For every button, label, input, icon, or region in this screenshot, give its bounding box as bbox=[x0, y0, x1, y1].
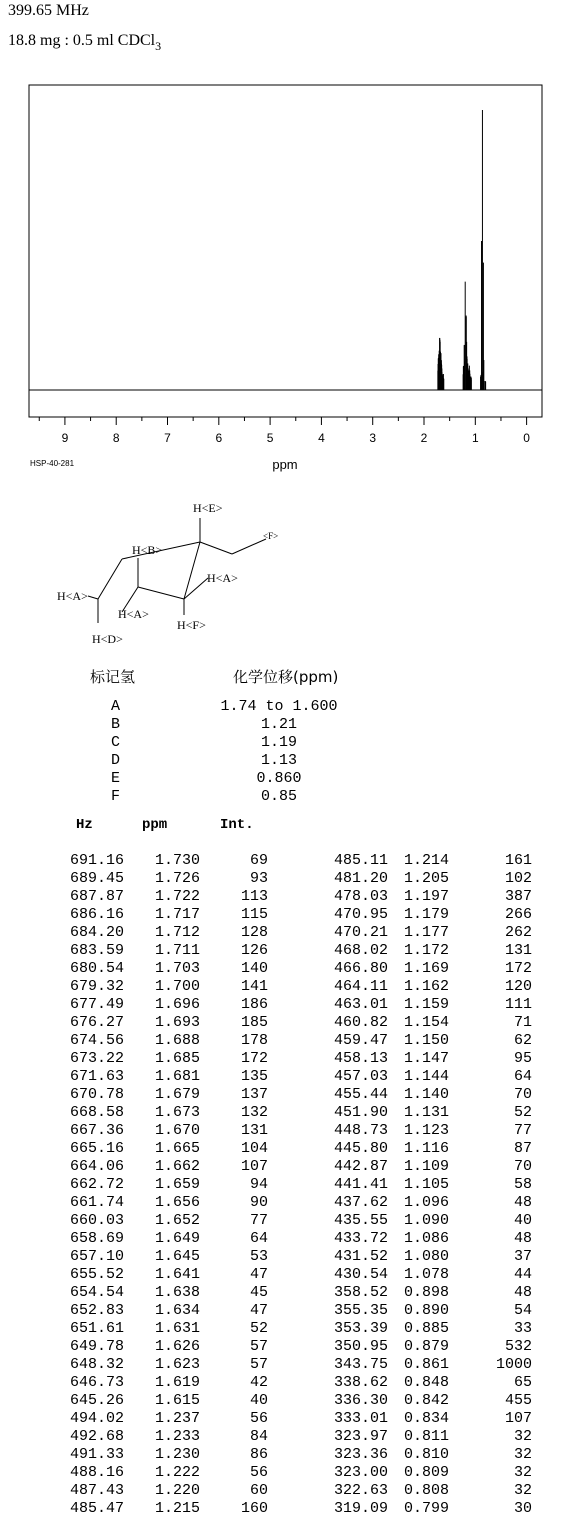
peak-cell: 463.01 bbox=[333, 996, 388, 1013]
peak-cell: 57 bbox=[249, 1356, 268, 1373]
peak-cell: 1.688 bbox=[154, 1032, 200, 1049]
peak-cell: 435.55 bbox=[333, 1212, 388, 1229]
peak-cell: 0.834 bbox=[403, 1410, 449, 1427]
label-h-b: H<B> bbox=[132, 543, 163, 557]
peak-cell: 56 bbox=[249, 1464, 268, 1481]
peak-cell: 683.59 bbox=[70, 942, 125, 959]
peak-cell: 1.116 bbox=[403, 1140, 449, 1157]
peak-cell: 185 bbox=[240, 1014, 268, 1031]
peak-cell: 460.82 bbox=[333, 1014, 388, 1031]
peak-cell: 1000 bbox=[495, 1356, 532, 1373]
peak-cell: 485.11 bbox=[333, 852, 388, 869]
peak-cell: 0.885 bbox=[403, 1320, 449, 1337]
peak-cell: 660.03 bbox=[70, 1212, 125, 1229]
peak-cell: 1.659 bbox=[154, 1176, 200, 1193]
peak-cell: 670.78 bbox=[70, 1086, 125, 1103]
peak-cell: 0.809 bbox=[403, 1464, 449, 1481]
peak-cell: 30 bbox=[513, 1500, 532, 1517]
peak-cell: 87 bbox=[513, 1140, 532, 1157]
peak-cell: 1.717 bbox=[154, 906, 200, 923]
peak-cell: 1.641 bbox=[154, 1266, 200, 1283]
peak-cell: 56 bbox=[249, 1410, 268, 1427]
peak-cell: 1.649 bbox=[154, 1230, 200, 1247]
peak-cell: 32 bbox=[513, 1446, 532, 1463]
peak-cell: 1.681 bbox=[154, 1068, 200, 1085]
peak-cell: 65 bbox=[513, 1374, 532, 1391]
peak-cell: 437.62 bbox=[333, 1194, 388, 1211]
peak-cell: 323.36 bbox=[333, 1446, 388, 1463]
peak-cell: 44 bbox=[513, 1266, 532, 1283]
peak-cell: 652.83 bbox=[70, 1302, 125, 1319]
peak-cell: 1.665 bbox=[154, 1140, 200, 1157]
peak-cell: 338.62 bbox=[333, 1374, 388, 1391]
peak-cell: 485.47 bbox=[70, 1500, 125, 1517]
peak-cell: 1.197 bbox=[403, 888, 449, 905]
x-axis-tick-labels bbox=[62, 431, 531, 445]
peak-cell: 115 bbox=[240, 906, 268, 923]
peak-cell: 1.222 bbox=[154, 1464, 200, 1481]
peak-cell: 1.090 bbox=[403, 1212, 449, 1229]
x-tick-label: 1 bbox=[471, 431, 479, 445]
peak-cell: 93 bbox=[249, 870, 268, 887]
x-tick-label: 9 bbox=[61, 431, 69, 445]
assignment-shift-header: 化学位移(ppm) bbox=[233, 668, 339, 686]
peak-cell: 459.47 bbox=[333, 1032, 388, 1049]
peak-cell: 33 bbox=[513, 1320, 532, 1337]
peak-cell: 161 bbox=[504, 852, 532, 869]
peak-cell: 433.72 bbox=[333, 1230, 388, 1247]
peak-cell: 0.879 bbox=[403, 1338, 449, 1355]
peak-cell: 1.214 bbox=[403, 852, 449, 869]
peak-cell: 355.35 bbox=[333, 1302, 388, 1319]
x-tick-label: 8 bbox=[112, 431, 120, 445]
label-h-d: H<D> bbox=[92, 632, 123, 646]
peak-cell: 336.30 bbox=[333, 1392, 388, 1409]
peak-cell: 1.109 bbox=[403, 1158, 449, 1175]
peak-cell: 673.22 bbox=[70, 1050, 125, 1067]
peak-cell: 532 bbox=[504, 1338, 532, 1355]
peak-cell: 488.16 bbox=[70, 1464, 125, 1481]
peak-cell: 0.810 bbox=[403, 1446, 449, 1463]
peak-cell: 137 bbox=[240, 1086, 268, 1103]
peak-cell: 120 bbox=[504, 978, 532, 995]
peak-cell: 266 bbox=[504, 906, 532, 923]
peak-cell: 58 bbox=[513, 1176, 532, 1193]
peak-cell: 1.123 bbox=[403, 1122, 449, 1139]
peak-cell: 470.21 bbox=[333, 924, 388, 941]
peak-cell: 1.693 bbox=[154, 1014, 200, 1031]
peak-cell: 32 bbox=[513, 1482, 532, 1499]
peak-header-int: Int. bbox=[220, 817, 254, 833]
peak-cell: 667.36 bbox=[70, 1122, 125, 1139]
assignment-shift: 0.85 bbox=[260, 788, 297, 805]
peak-cell: 645.26 bbox=[70, 1392, 125, 1409]
peak-cell: 654.54 bbox=[70, 1284, 125, 1301]
peak-cell: 1.172 bbox=[403, 942, 449, 959]
peak-cell: 1.679 bbox=[154, 1086, 200, 1103]
peak-cell: 487.43 bbox=[70, 1482, 125, 1499]
peak-cell: 0.811 bbox=[403, 1428, 449, 1445]
peak-cell: 57 bbox=[249, 1338, 268, 1355]
peak-cell: 77 bbox=[513, 1122, 532, 1139]
peak-cell: 1.159 bbox=[403, 996, 449, 1013]
peak-cell: 343.75 bbox=[333, 1356, 388, 1373]
peak-cell: 1.726 bbox=[154, 870, 200, 887]
nmr-spectrum-chart bbox=[0, 0, 570, 480]
peak-cell: 32 bbox=[513, 1428, 532, 1445]
peak-cell: 1.662 bbox=[154, 1158, 200, 1175]
peak-cell: 674.56 bbox=[70, 1032, 125, 1049]
peak-cell: 430.54 bbox=[333, 1266, 388, 1283]
peak-cell: 358.52 bbox=[333, 1284, 388, 1301]
peak-cell: 178 bbox=[240, 1032, 268, 1049]
peak-cell: 671.63 bbox=[70, 1068, 125, 1085]
peak-cell: 1.703 bbox=[154, 960, 200, 977]
peak-cell: 1.233 bbox=[154, 1428, 200, 1445]
peak-cell: 648.32 bbox=[70, 1356, 125, 1373]
structure-bonds bbox=[88, 518, 266, 623]
peak-cell: 53 bbox=[249, 1248, 268, 1265]
label-h-a-2: H<A> bbox=[57, 589, 88, 603]
peak-cell: 445.80 bbox=[333, 1140, 388, 1157]
x-tick-label: 3 bbox=[369, 431, 377, 445]
peak-cell: 323.00 bbox=[333, 1464, 388, 1481]
peak-cell: 677.49 bbox=[70, 996, 125, 1013]
peak-cell: 102 bbox=[504, 870, 532, 887]
peak-cell: 70 bbox=[513, 1086, 532, 1103]
peak-cell: 64 bbox=[249, 1230, 268, 1247]
peak-cell: 687.87 bbox=[70, 888, 125, 905]
peak-cell: 111 bbox=[504, 996, 532, 1013]
x-tick-label: 4 bbox=[318, 431, 325, 445]
peak-cell: 1.096 bbox=[403, 1194, 449, 1211]
peak-cell: 1.730 bbox=[154, 852, 200, 869]
peak-cell: 0.799 bbox=[403, 1500, 449, 1517]
peak-cell: 1.712 bbox=[154, 924, 200, 941]
peak-cell: 62 bbox=[513, 1032, 532, 1049]
peak-cell: 680.54 bbox=[70, 960, 125, 977]
peak-cell: 1.215 bbox=[154, 1500, 200, 1517]
peak-cell: 126 bbox=[240, 942, 268, 959]
label-h-a-1: H<A> bbox=[207, 571, 238, 585]
peak-cell: 1.169 bbox=[403, 960, 449, 977]
peak-cell: 1.150 bbox=[403, 1032, 449, 1049]
peak-cell: 0.898 bbox=[403, 1284, 449, 1301]
peak-cell: 1.634 bbox=[154, 1302, 200, 1319]
assignment-label: A bbox=[111, 698, 121, 715]
peak-cell: 48 bbox=[513, 1284, 532, 1301]
peak-cell: 322.63 bbox=[333, 1482, 388, 1499]
peak-cell: 1.179 bbox=[403, 906, 449, 923]
x-tick-label: 0 bbox=[523, 431, 530, 445]
peak-cell: 172 bbox=[240, 1050, 268, 1067]
molecular-structure bbox=[50, 495, 310, 655]
peak-cell: 646.73 bbox=[70, 1374, 125, 1391]
x-axis-ticks bbox=[39, 417, 526, 425]
assignment-shift: 1.21 bbox=[260, 716, 297, 733]
peak-cell: 262 bbox=[504, 924, 532, 941]
peak-cell: 1.711 bbox=[154, 942, 200, 959]
assignment-shift: 1.13 bbox=[260, 752, 297, 769]
peak-cell: 1.078 bbox=[403, 1266, 449, 1283]
peak-cell: 1.154 bbox=[403, 1014, 449, 1031]
peak-cell: 319.09 bbox=[333, 1500, 388, 1517]
peak-cell: 350.95 bbox=[333, 1338, 388, 1355]
peak-cell: 689.45 bbox=[70, 870, 125, 887]
peak-cell: 0.842 bbox=[403, 1392, 449, 1409]
peak-cell: 1.131 bbox=[403, 1104, 449, 1121]
assignment-label: C bbox=[111, 734, 121, 751]
x-axis-label: ppm bbox=[272, 457, 298, 472]
x-tick-label: 5 bbox=[266, 431, 274, 445]
assignment-shift: 1.19 bbox=[260, 734, 297, 751]
assignment-label-header: 标记氢 bbox=[90, 668, 136, 686]
peak-cell: 478.03 bbox=[333, 888, 388, 905]
peak-cell: 140 bbox=[240, 960, 268, 977]
assignment-label: B bbox=[111, 716, 121, 733]
peak-cell: 441.41 bbox=[333, 1176, 388, 1193]
peak-cell: 651.61 bbox=[70, 1320, 125, 1337]
peak-cell: 37 bbox=[513, 1248, 532, 1265]
peak-cell: 457.03 bbox=[333, 1068, 388, 1085]
peak-cell: 113 bbox=[240, 888, 268, 905]
peak-cell: 662.72 bbox=[70, 1176, 125, 1193]
peak-cell: 464.11 bbox=[333, 978, 388, 995]
peak-cell: 387 bbox=[504, 888, 532, 905]
x-tick-label: 6 bbox=[215, 431, 223, 445]
peak-cell: 135 bbox=[240, 1068, 268, 1085]
peak-cell: 1.626 bbox=[154, 1338, 200, 1355]
spectrum-peaks bbox=[438, 110, 486, 390]
peak-cell: 1.700 bbox=[154, 978, 200, 995]
peak-cell: 160 bbox=[240, 1500, 268, 1517]
peak-cell: 1.685 bbox=[154, 1050, 200, 1067]
peak-cell: 128 bbox=[240, 924, 268, 941]
peak-header-ppm: ppm bbox=[142, 817, 168, 833]
peak-cell: 658.69 bbox=[70, 1230, 125, 1247]
peak-cell: 141 bbox=[240, 978, 268, 995]
peak-cell: 1.623 bbox=[154, 1356, 200, 1373]
peak-cell: 172 bbox=[504, 960, 532, 977]
peak-cell: 1.722 bbox=[154, 888, 200, 905]
assignment-shift: 0.860 bbox=[256, 770, 302, 787]
peak-cell: 90 bbox=[249, 1194, 268, 1211]
assignment-label: D bbox=[111, 752, 121, 769]
peak-cell: 649.78 bbox=[70, 1338, 125, 1355]
x-tick-label: 7 bbox=[164, 431, 171, 445]
peak-cell: 1.162 bbox=[403, 978, 449, 995]
peak-cell: 104 bbox=[240, 1140, 268, 1157]
peak-cell: 492.68 bbox=[70, 1428, 125, 1445]
peak-cell: 1.147 bbox=[403, 1050, 449, 1067]
peak-header-hz: Hz bbox=[76, 817, 93, 833]
peak-cell: 668.58 bbox=[70, 1104, 125, 1121]
peak-cell: 48 bbox=[513, 1194, 532, 1211]
peak-cell: 1.619 bbox=[154, 1374, 200, 1391]
peak-cell: 107 bbox=[504, 1410, 532, 1427]
peak-cell: 1.230 bbox=[154, 1446, 200, 1463]
peak-cell: 661.74 bbox=[70, 1194, 125, 1211]
peak-cell: 1.631 bbox=[154, 1320, 200, 1337]
peak-cell: 1.177 bbox=[403, 924, 449, 941]
peak-cell: 1.237 bbox=[154, 1410, 200, 1427]
label-h-e: H<E> bbox=[193, 501, 223, 515]
label-h-a-3: H<A> bbox=[118, 607, 149, 621]
peak-cell: 431.52 bbox=[333, 1248, 388, 1265]
x-tick-label: 2 bbox=[420, 431, 428, 445]
peak-cell: 1.086 bbox=[403, 1230, 449, 1247]
peak-cell: 353.39 bbox=[333, 1320, 388, 1337]
peak-cell: 1.670 bbox=[154, 1122, 200, 1139]
peak-cell: 1.220 bbox=[154, 1482, 200, 1499]
peak-cell: 47 bbox=[249, 1266, 268, 1283]
peak-cell: 491.33 bbox=[70, 1446, 125, 1463]
peak-cell: 1.652 bbox=[154, 1212, 200, 1229]
peak-cell: 64 bbox=[513, 1068, 532, 1085]
peak-cell: 132 bbox=[240, 1104, 268, 1121]
peak-cell: 70 bbox=[513, 1158, 532, 1175]
peak-cell: 1.144 bbox=[403, 1068, 449, 1085]
peak-cell: 69 bbox=[249, 852, 268, 869]
peak-cell: 71 bbox=[513, 1014, 532, 1031]
peak-cell: 45 bbox=[249, 1284, 268, 1301]
peak-cell: 1.638 bbox=[154, 1284, 200, 1301]
peak-cell: 455 bbox=[504, 1392, 532, 1409]
peak-cell: 333.01 bbox=[333, 1410, 388, 1427]
peak-cell: 48 bbox=[513, 1230, 532, 1247]
peak-cell: 0.848 bbox=[403, 1374, 449, 1391]
peak-cell: 679.32 bbox=[70, 978, 125, 995]
peak-cell: 676.27 bbox=[70, 1014, 125, 1031]
peak-cell: 94 bbox=[249, 1176, 268, 1193]
assignment-shift: 1.74 to 1.600 bbox=[220, 698, 338, 715]
label-h-f: H<F> bbox=[177, 618, 206, 632]
peak-cell: 458.13 bbox=[333, 1050, 388, 1067]
peak-cell: 42 bbox=[249, 1374, 268, 1391]
peak-cell: 468.02 bbox=[333, 942, 388, 959]
peak-cell: 0.890 bbox=[403, 1302, 449, 1319]
spectrometer-frequency: 399.65 MHz bbox=[8, 2, 89, 19]
peak-cell: 47 bbox=[249, 1302, 268, 1319]
peak-cell: 52 bbox=[513, 1104, 532, 1121]
label-f: <F> bbox=[263, 531, 279, 541]
peak-cell: 1.673 bbox=[154, 1104, 200, 1121]
peak-cell: 84 bbox=[249, 1428, 268, 1445]
peak-cell: 86 bbox=[249, 1446, 268, 1463]
peak-cell: 40 bbox=[249, 1392, 268, 1409]
peak-cell: 481.20 bbox=[333, 870, 388, 887]
peak-cell: 77 bbox=[249, 1212, 268, 1229]
peak-cell: 686.16 bbox=[70, 906, 125, 923]
peak-cell: 470.95 bbox=[333, 906, 388, 923]
assignment-label: E bbox=[111, 770, 121, 787]
peak-cell: 466.80 bbox=[333, 960, 388, 977]
peak-cell: 1.696 bbox=[154, 996, 200, 1013]
peak-cell: 448.73 bbox=[333, 1122, 388, 1139]
peak-cell: 442.87 bbox=[333, 1158, 388, 1175]
peak-cell: 40 bbox=[513, 1212, 532, 1229]
peak-cell: 0.808 bbox=[403, 1482, 449, 1499]
peak-cell: 186 bbox=[240, 996, 268, 1013]
peak-cell: 323.97 bbox=[333, 1428, 388, 1445]
peak-cell: 1.645 bbox=[154, 1248, 200, 1265]
peak-cell: 655.52 bbox=[70, 1266, 125, 1283]
peak-cell: 1.205 bbox=[403, 870, 449, 887]
peak-cell: 1.656 bbox=[154, 1194, 200, 1211]
peak-cell: 455.44 bbox=[333, 1086, 388, 1103]
peak-cell: 52 bbox=[249, 1320, 268, 1337]
peak-cell: 107 bbox=[240, 1158, 268, 1175]
sample-subscript: 3 bbox=[155, 39, 162, 53]
peak-cell: 665.16 bbox=[70, 1140, 125, 1157]
sample-main-text: 18.8 mg : 0.5 ml CDCl bbox=[8, 32, 156, 49]
peak-cell: 684.20 bbox=[70, 924, 125, 941]
peak-cell: 95 bbox=[513, 1050, 532, 1067]
peak-cell: 1.615 bbox=[154, 1392, 200, 1409]
peak-cell: 131 bbox=[240, 1122, 268, 1139]
peak-cell: 494.02 bbox=[70, 1410, 125, 1427]
spectrum-id: HSP-40-281 bbox=[30, 459, 75, 468]
peak-cell: 0.861 bbox=[403, 1356, 449, 1373]
peak-cell: 1.140 bbox=[403, 1086, 449, 1103]
peak-cell: 1.080 bbox=[403, 1248, 449, 1265]
peak-cell: 60 bbox=[249, 1482, 268, 1499]
peak-cell: 664.06 bbox=[70, 1158, 125, 1175]
peak-cell: 1.105 bbox=[403, 1176, 449, 1193]
peak-cell: 691.16 bbox=[70, 852, 125, 869]
peak-cell: 32 bbox=[513, 1464, 532, 1481]
peak-cell: 54 bbox=[513, 1302, 532, 1319]
assignment-label: F bbox=[111, 788, 121, 805]
peak-cell: 657.10 bbox=[70, 1248, 125, 1265]
peak-cell: 451.90 bbox=[333, 1104, 388, 1121]
peak-cell: 131 bbox=[504, 942, 532, 959]
